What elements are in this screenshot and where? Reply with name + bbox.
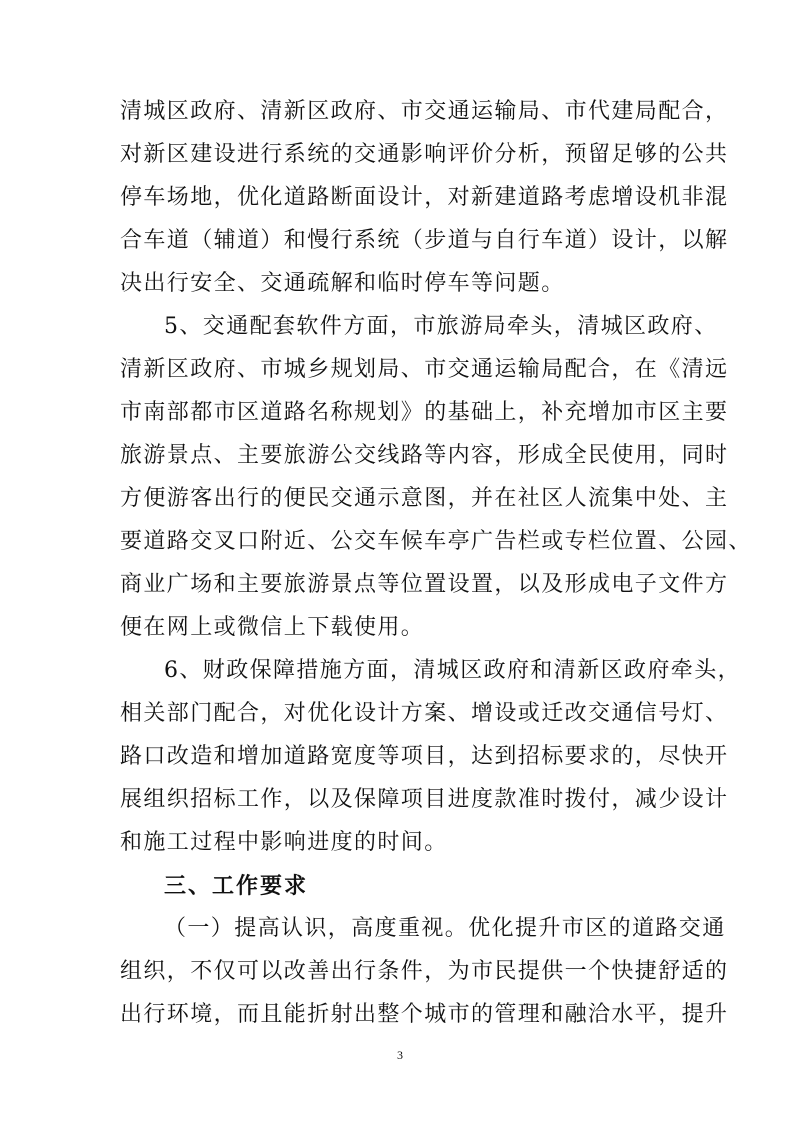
text-line: 相关部门配合，对优化设计方案、增设或迁改交通信号灯、 <box>120 701 729 726</box>
text-line: 便在网上或微信上下载使用。 <box>120 615 425 640</box>
paragraph-5-start: 5、交通配套软件方面，市旅游局牵头，清城区政府、 <box>164 314 718 339</box>
text-line: 和施工过程中影响进度的时间。 <box>120 830 448 855</box>
text-line: 决出行安全、交通疏解和临时停车等问题。 <box>120 271 565 296</box>
text-line: 市南部都市区道路名称规划》的基础上，补充增加市区主要 <box>120 400 729 425</box>
text-line: 清城区政府、清新区政府、市交通运输局、市代建局配合， <box>120 99 729 124</box>
text-line: 清新区政府、市城乡规划局、市交通运输局配合，在《清远 <box>120 357 729 382</box>
text-line: 对新区建设进行系统的交通影响评价分析，预留足够的公共 <box>120 142 729 167</box>
text-line: 方便游客出行的便民交通示意图，并在社区人流集中处、主 <box>120 486 729 511</box>
text-line: 停车场地，优化道路断面设计，对新建道路考虑增设机非混 <box>120 185 729 210</box>
text-line: 路口改造和增加道路宽度等项目，达到招标要求的，尽快开 <box>120 744 729 769</box>
paragraph-6-start: 6、财政保障措施方面，清城区政府和清新区政府牵头， <box>164 658 741 683</box>
text-line: 要道路交叉口附近、公交车候车亭广告栏或专栏位置、公园、 <box>120 529 752 554</box>
text-line: 组织，不仅可以改善出行条件，为市民提供一个快捷舒适的 <box>120 959 729 984</box>
text-line: 合车道（辅道）和慢行系统（步道与自行车道）设计，以解 <box>120 228 729 253</box>
page-number: 3 <box>397 1048 403 1062</box>
text-line: 出行环境，而且能折射出整个城市的管理和融洽水平，提升 <box>120 1002 729 1027</box>
section-heading: 三、工作要求 <box>164 873 309 899</box>
subsection-1-start: （一）提高认识，高度重视。优化提升市区的道路交通 <box>164 916 726 941</box>
text-line: 展组织招标工作，以及保障项目进度款准时拨付，减少设计 <box>120 787 729 812</box>
text-line: 旅游景点、主要旅游公交线路等内容，形成全民使用，同时 <box>120 443 729 468</box>
text-line: 商业广场和主要旅游景点等位置设置，以及形成电子文件方 <box>120 572 729 597</box>
